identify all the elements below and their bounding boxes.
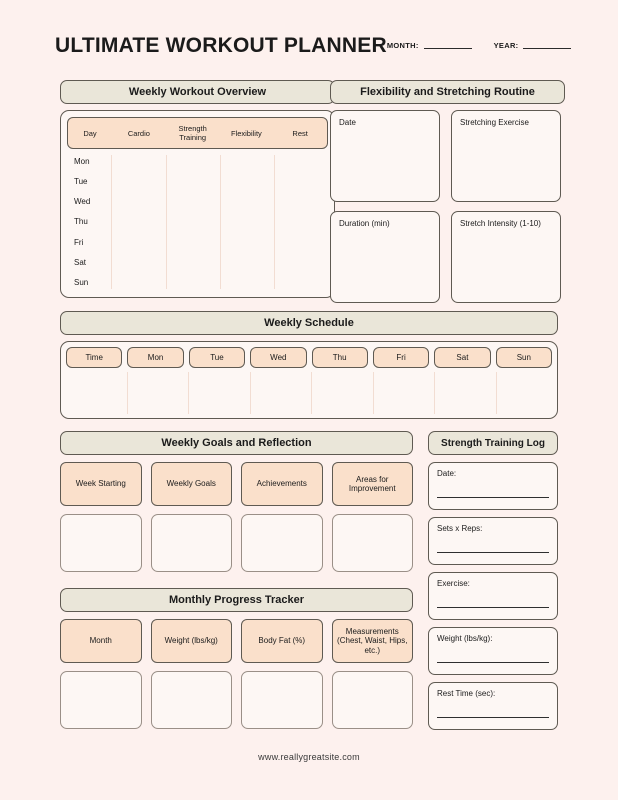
section-strength-training-log <box>428 431 558 730</box>
year-write-in-line[interactable] <box>523 48 571 49</box>
strength-log-field-sets-reps[interactable] <box>428 517 558 565</box>
monthly-progress-input-month[interactable] <box>60 671 142 729</box>
monthly-progress-banner: Monthly Progress Tracker <box>60 588 413 612</box>
weekly-overview-col-cardio: Cardio <box>127 128 150 138</box>
strength-log-field-weight[interactable] <box>428 627 558 675</box>
column-divider <box>66 372 122 414</box>
strength-log-write-in-line[interactable] <box>437 717 549 718</box>
strength-log-write-in-line[interactable] <box>437 552 549 553</box>
weekly-overview-col-strength-training: Strength Training <box>178 124 207 142</box>
column-divider <box>111 155 165 289</box>
month-write-in-line[interactable] <box>424 48 472 49</box>
table-row: Sun <box>74 278 89 288</box>
footer-website: www.reallygreatsite.com <box>258 752 360 762</box>
column-divider <box>220 155 274 289</box>
section-weekly-workout-overview <box>60 80 335 298</box>
column-divider <box>188 372 245 414</box>
strength-log-label-exercise: Exercise: <box>437 579 470 588</box>
monthly-progress-col-weight: Weight (lbs/kg) <box>151 619 233 663</box>
monthly-progress-col-month: Month <box>60 619 142 663</box>
page-header <box>55 30 565 62</box>
weekly-goals-header-row <box>60 462 413 506</box>
year-label: YEAR: <box>493 41 519 50</box>
weekly-goals-col-achievements: Achievements <box>241 462 323 506</box>
section-flexibility-stretching-routine <box>330 80 565 303</box>
column-divider <box>373 372 430 414</box>
section-weekly-schedule <box>60 311 558 419</box>
strength-log-label-date: Date: <box>437 469 457 478</box>
weekly-schedule-col-thu: Thu <box>312 347 368 368</box>
weekly-schedule-col-fri: Fri <box>373 347 429 368</box>
weekly-overview-body[interactable] <box>67 151 328 293</box>
strength-log-write-in-line[interactable] <box>437 497 549 498</box>
strength-log-label-weight: Weight (lbs/kg): <box>437 634 493 643</box>
weekly-schedule-col-mon: Mon <box>127 347 183 368</box>
table-row: Wed <box>74 197 91 207</box>
weekly-goals-input-week-starting[interactable] <box>60 514 142 572</box>
page-title: ULTIMATE WORKOUT PLANNER <box>55 34 387 57</box>
section-monthly-progress-tracker <box>60 588 413 729</box>
weekly-overview-day-column <box>67 151 111 293</box>
section-weekly-goals-reflection <box>60 431 413 572</box>
flexibility-field-date[interactable]: Date <box>330 110 440 202</box>
column-divider <box>166 155 220 289</box>
weekly-goals-input-row <box>60 514 413 572</box>
strength-log-write-in-line[interactable] <box>437 607 549 608</box>
monthly-progress-input-measurements[interactable] <box>332 671 414 729</box>
strength-log-label-sets-reps: Sets x Reps: <box>437 524 483 533</box>
weekly-goals-input-weekly-goals[interactable] <box>151 514 233 572</box>
weekly-goals-col-week-starting: Week Starting <box>60 462 142 506</box>
monthly-progress-col-measurements: Measurements (Chest, Waist, Hips, etc.) <box>332 619 414 663</box>
flexibility-field-grid <box>330 110 565 303</box>
monthly-progress-input-row <box>60 671 413 729</box>
weekly-overview-header-row <box>67 117 328 149</box>
strength-log-field-exercise[interactable] <box>428 572 558 620</box>
monthly-progress-header-row <box>60 619 413 663</box>
weekly-schedule-col-sun: Sun <box>496 347 552 368</box>
year-field[interactable] <box>494 41 572 50</box>
weekly-overview-col-rest: Rest <box>292 128 308 138</box>
header-meta-fields <box>387 41 572 51</box>
weekly-overview-col-day: Day <box>83 128 97 138</box>
weekly-schedule-header-row <box>66 347 552 368</box>
weekly-overview-table <box>60 110 335 298</box>
month-field[interactable] <box>387 41 472 50</box>
column-divider <box>311 372 368 414</box>
monthly-progress-input-weight[interactable] <box>151 671 233 729</box>
weekly-schedule-banner: Weekly Schedule <box>60 311 558 335</box>
weekly-schedule-col-wed: Wed <box>250 347 306 368</box>
strength-log-banner: Strength Training Log <box>428 431 558 455</box>
table-row: Thu <box>74 217 88 227</box>
weekly-schedule-col-sat: Sat <box>434 347 490 368</box>
table-row: Mon <box>74 156 90 166</box>
weekly-goals-col-weekly-goals: Weekly Goals <box>151 462 233 506</box>
monthly-progress-input-body-fat[interactable] <box>241 671 323 729</box>
flexibility-field-stretching-exercise[interactable]: Stretching Exercise <box>451 110 561 202</box>
weekly-schedule-body[interactable] <box>66 372 552 414</box>
table-row: Tue <box>74 176 88 186</box>
weekly-overview-col-flexibility: Flexibility <box>230 128 262 138</box>
weekly-goals-col-areas-for-improvement: Areas for Improvement <box>332 462 414 506</box>
column-divider <box>496 372 553 414</box>
flexibility-field-stretch-intensity[interactable]: Stretch Intensity (1-10) <box>451 211 561 303</box>
weekly-goals-input-achievements[interactable] <box>241 514 323 572</box>
weekly-overview-banner: Weekly Workout Overview <box>60 80 335 104</box>
column-divider <box>434 372 491 414</box>
weekly-goals-banner: Weekly Goals and Reflection <box>60 431 413 455</box>
monthly-progress-col-body-fat: Body Fat (%) <box>241 619 323 663</box>
strength-log-field-rest-time[interactable] <box>428 682 558 730</box>
weekly-overview-column-dividers <box>111 155 328 289</box>
strength-log-field-date[interactable] <box>428 462 558 510</box>
strength-log-write-in-line[interactable] <box>437 662 549 663</box>
weekly-schedule-col-time: Time <box>66 347 122 368</box>
column-divider <box>250 372 307 414</box>
column-divider <box>127 372 184 414</box>
strength-log-field-list <box>428 462 558 730</box>
flexibility-field-duration[interactable]: Duration (min) <box>330 211 440 303</box>
table-row: Fri <box>74 237 84 247</box>
flexibility-banner: Flexibility and Stretching Routine <box>330 80 565 104</box>
strength-log-label-rest-time: Rest Time (sec): <box>437 689 496 698</box>
weekly-goals-input-areas-for-improvement[interactable] <box>332 514 414 572</box>
weekly-schedule-col-tue: Tue <box>189 347 245 368</box>
month-label: MONTH: <box>386 41 419 50</box>
column-divider <box>274 155 328 289</box>
weekly-schedule-table <box>60 341 558 419</box>
table-row: Sat <box>74 258 87 268</box>
